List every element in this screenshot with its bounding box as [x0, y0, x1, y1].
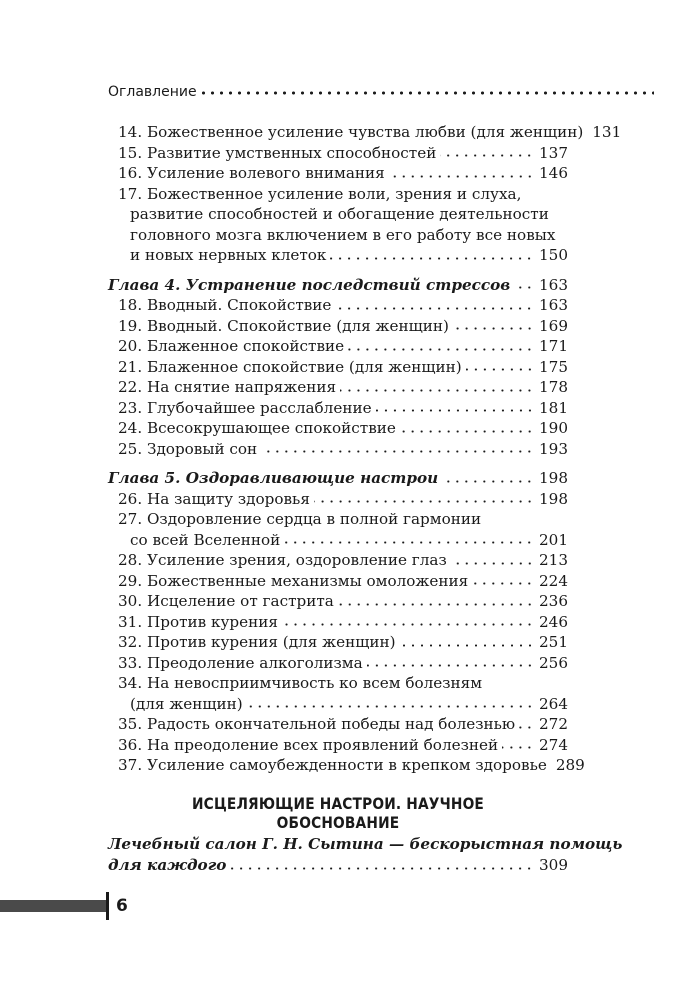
dot-leader — [338, 602, 534, 607]
dot-leader — [261, 449, 534, 454]
toc-entry-title: 35. Радость окончательной победы над болезнью — [118, 715, 516, 733]
toc-page-number: 150 — [539, 246, 568, 264]
toc-entry-title: для каждого — [108, 856, 227, 874]
dot-leader — [442, 479, 534, 484]
toc-entry-title: 15. Развитие умственных способностей — [118, 143, 437, 162]
dot-leader — [440, 153, 534, 158]
toc-entry-title: 14. Божественное усиление чувства любви (для женщин) — [118, 123, 584, 141]
toc-page-number: 213 — [539, 551, 568, 569]
toc-entry-title: 18. Вводный. Спокойствие — [118, 296, 332, 314]
toc-page-number: 193 — [539, 439, 568, 458]
toc-entry-title: 19. Вводный. Спокойствие (для женщин) — [118, 316, 449, 335]
dot-leader — [340, 388, 534, 393]
dot-leader — [466, 367, 534, 372]
section-heading: ИСЦЕЛЯЮЩИЕ НАСТРОИ. НАУЧНОЕ ОБОСНОВАНИЕ — [191, 794, 485, 832]
toc-entry-29[interactable] — [108, 571, 568, 592]
dot-leader — [348, 347, 534, 352]
toc-entry-34[interactable] — [108, 673, 568, 714]
toc-entry-last-line — [118, 694, 568, 715]
running-title: Оглавление — [108, 84, 197, 100]
toc-chapter-4[interactable] — [108, 275, 568, 296]
toc-page-number: 163 — [539, 275, 568, 294]
toc-entry-title: 24. Всесокрушающее спокойствие — [118, 419, 396, 437]
dot-leader — [230, 866, 534, 871]
toc-entry-title: 31. Против курения — [118, 612, 278, 631]
toc-entry-title: (для женщин) — [130, 694, 243, 713]
dot-leader — [284, 540, 534, 545]
toc-entry-30[interactable] — [108, 591, 568, 612]
toc-page-number: 131 — [592, 123, 622, 141]
toc-page-number: 251 — [539, 633, 568, 651]
toc-page-number: 137 — [539, 143, 568, 162]
toc-entry-37[interactable] — [108, 755, 585, 776]
dot-leader — [335, 306, 534, 311]
toc-page-number: 169 — [539, 316, 568, 335]
dot-leader — [400, 429, 534, 434]
dot-leader — [453, 326, 534, 331]
toc-entry-title: 37. Усиление самоубежденности в крепком здоровье — [118, 756, 547, 774]
toc-entry-19[interactable] — [108, 316, 568, 337]
toc-entry-last-line — [118, 530, 568, 551]
toc-entry-title: 23. Глубочайшее расслабление — [118, 398, 372, 417]
toc-entry-line: 17. Божественное усиление воли, зрения и слуха, — [118, 184, 522, 203]
toc-entry-line: Лечебный салон Г. Н. Сытина — бескорыстная помощь — [108, 835, 623, 853]
toc-salon-entry[interactable] — [108, 834, 623, 876]
toc-entry-32[interactable] — [108, 632, 568, 653]
toc-chapter-5[interactable] — [108, 468, 568, 489]
toc-entry-title: 36. На преодоление всех проявлений болезней — [118, 735, 499, 754]
dot-leader — [367, 663, 534, 668]
toc-page-number: 190 — [539, 419, 568, 437]
toc-entry-35[interactable] — [108, 714, 568, 735]
toc-entry-title: 16. Усиление волевого внимания — [118, 164, 385, 182]
toc-entry-18[interactable] — [108, 295, 568, 316]
toc-page-number: 256 — [539, 653, 568, 672]
toc-page-number: 201 — [539, 530, 568, 549]
toc-entry-title: и новых нервных клеток — [130, 246, 327, 264]
toc-entry-28[interactable] — [108, 550, 568, 571]
toc-page-number: 224 — [539, 571, 568, 590]
folio-bar — [0, 900, 108, 912]
dot-leader — [247, 704, 534, 709]
toc-page-number: 309 — [539, 856, 568, 874]
toc-page-number: 146 — [539, 164, 568, 182]
chapter-title: Глава 4. Устранение последствий стрессов — [108, 275, 511, 294]
toc-entry-title: 25. Здоровый сон — [118, 439, 258, 458]
toc-entry-15[interactable] — [108, 143, 568, 164]
toc-entry-title: 33. Преодоление алкоголизма — [118, 653, 363, 672]
dot-leader — [314, 499, 534, 504]
toc-entry-title: 26. На защиту здоровья — [118, 489, 310, 508]
toc-entry-16[interactable] — [108, 163, 568, 184]
toc-entry-title: 30. Исцеление от гастрита — [118, 592, 334, 610]
dot-leader — [519, 725, 534, 730]
toc-entry-25[interactable] — [108, 439, 568, 460]
dot-leader — [330, 256, 534, 261]
dot-leader — [502, 745, 534, 750]
toc-entry-line: развитие способностей и обогащение деятельности — [130, 205, 549, 223]
toc-entry-17[interactable] — [108, 184, 568, 266]
toc-page-number: 181 — [539, 398, 568, 417]
toc-entry-20[interactable] — [108, 336, 568, 357]
toc-entry-31[interactable] — [108, 612, 568, 633]
toc-entry-last-line — [118, 245, 568, 266]
toc-page-number: 289 — [555, 756, 585, 774]
toc-entry-title: 22. На снятие напряжения — [118, 378, 337, 396]
toc-page-number: 198 — [539, 489, 568, 508]
toc-entry-23[interactable] — [108, 398, 568, 419]
toc-page-number: 264 — [539, 694, 568, 713]
toc-entry-line: 34. На невосприимчивость ко всем болезням — [118, 674, 483, 692]
toc-entry-last-line — [108, 855, 568, 876]
toc-entry-36[interactable] — [108, 735, 568, 756]
toc-page-number: 272 — [539, 715, 568, 733]
toc-entry-title: 28. Усиление зрения, оздоровление глаз — [118, 551, 447, 569]
folio-rule — [106, 892, 109, 920]
toc-entry-27[interactable] — [108, 509, 568, 550]
toc-page-number: 274 — [539, 735, 568, 754]
running-head-dots — [199, 90, 654, 96]
toc-page-number: 175 — [539, 357, 568, 376]
toc-entry-title: 21. Блаженное спокойствие (для женщин) — [118, 357, 462, 376]
toc-entry-title: 32. Против курения (для женщин) — [118, 633, 396, 651]
toc-page-number: 246 — [539, 612, 568, 631]
toc-entry-21[interactable] — [108, 357, 568, 378]
running-head — [108, 80, 654, 100]
toc-entry-22[interactable] — [108, 377, 568, 398]
toc-entry-title: со всей Вселенной — [130, 530, 281, 549]
toc-entry-line: 27. Оздоровление сердца в полной гармонии — [118, 510, 482, 528]
dot-leader — [400, 643, 535, 648]
dot-leader — [514, 285, 534, 290]
table-of-contents — [108, 122, 622, 776]
toc-page-number: 163 — [539, 296, 568, 314]
dot-leader — [472, 581, 534, 586]
toc-page-number: 178 — [539, 378, 568, 396]
toc-page-number: 198 — [539, 469, 568, 487]
dot-leader — [376, 408, 534, 413]
toc-page-number: 236 — [539, 592, 568, 610]
toc-entry-26[interactable] — [108, 489, 568, 510]
toc-entry-title: 29. Божественные механизмы омоложения — [118, 571, 469, 590]
dot-leader — [451, 561, 534, 566]
toc-entry-14[interactable] — [108, 122, 622, 143]
toc-entry-24[interactable] — [108, 418, 568, 439]
page-number: 6 — [116, 896, 128, 916]
toc-entry-line: головного мозга включением в его работу все новых — [130, 225, 556, 244]
toc-entry-33[interactable] — [108, 653, 568, 674]
toc-page-number: 171 — [539, 337, 568, 355]
dot-leader — [389, 174, 534, 179]
chapter-title: Глава 5. Оздоравливающие настрои — [108, 469, 439, 487]
dot-leader — [282, 622, 534, 627]
toc-entry-title: 20. Блаженное спокойствие — [118, 337, 345, 355]
